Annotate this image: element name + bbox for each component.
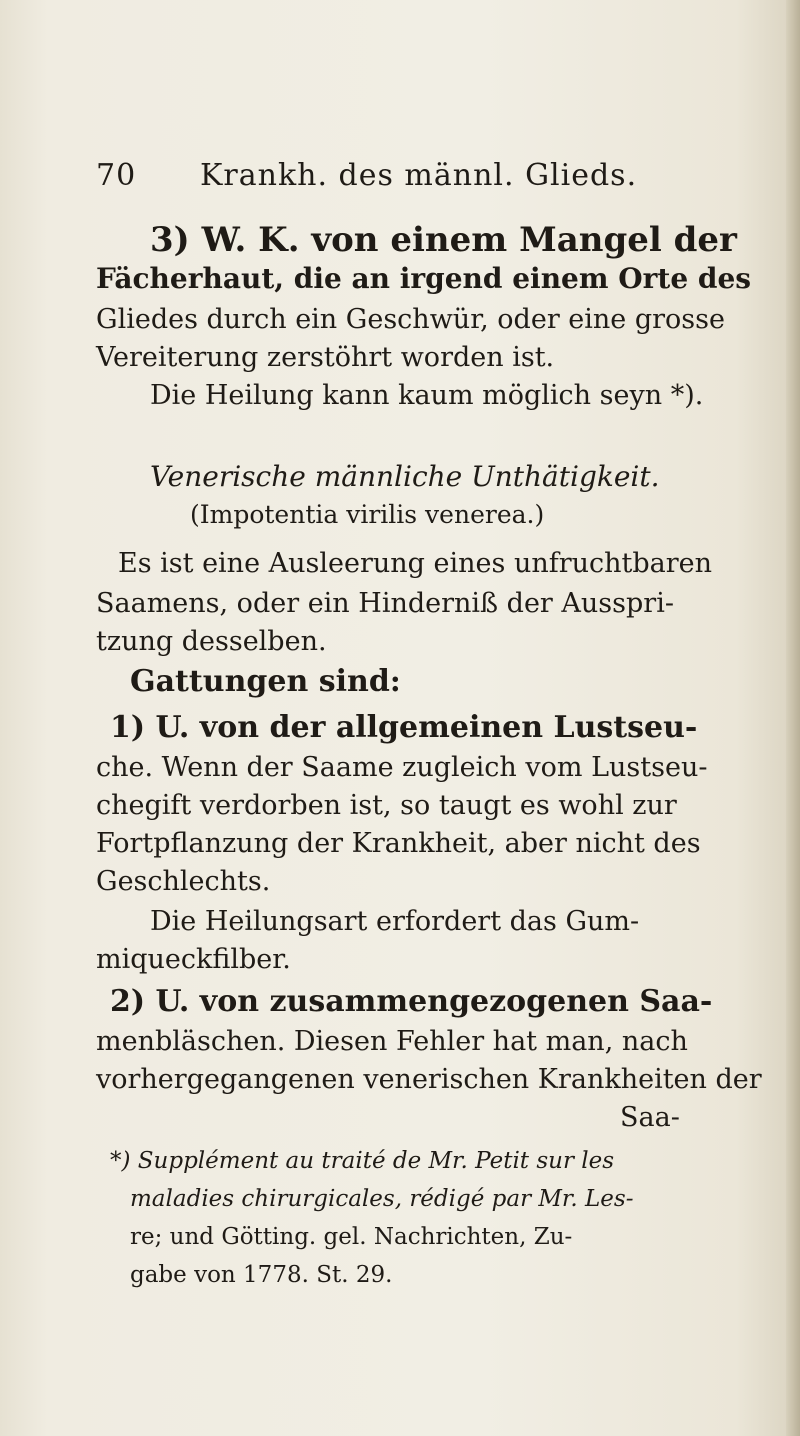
section-3-line: Fächerhaut, die an irgend einem Orte des [96,262,752,295]
item-2-line: vorhergegangenen venerischen Krankheiten der [96,1064,762,1095]
item-1-line: Geschlechts. [96,866,271,897]
footnote-line: gabe von 1778. St. 29. [130,1262,393,1288]
item-1-line: che. Wenn der Saame zugleich vom Lustseu- [96,752,708,783]
item-1-heading: 1) U. von der allgemeinen Lustseu- [110,710,698,745]
footnote-line: *) Supplément au traité de Mr. Petit sur les [110,1148,615,1174]
venereal-line: tzung desselben. [96,626,327,657]
item-1-line: miqueckfilber. [96,944,291,975]
item-1-line: Fortpflanzung der Krankheit, aber nicht des [96,828,701,859]
section-3-line: Die Heilung kann kaum möglich seyn *). [150,380,704,411]
section-3-line: Vereiterung zerstöhrt worden ist. [96,342,555,373]
footnote-line: maladies chirurgicales, rédigé par Mr. Les- [130,1186,634,1212]
section-3-line: Gliedes durch ein Geschwür, oder eine grosse [96,304,726,335]
item-1-line: chegift verdorben ist, so taugt es wohl zur [96,790,677,821]
kinds-heading: Gattungen sind: [130,664,401,699]
running-title: Krankh. des männl. Glieds. [200,158,638,193]
section-3-heading: 3) W. K. von einem Mangel der [150,220,737,260]
page-number: 70 [96,158,137,193]
item-2-heading: 2) U. von zusammengezogenen Saa- [110,984,713,1019]
item-2-line: menbläschen. Diesen Fehler hat man, nach [96,1026,688,1057]
catchword: Saa- [620,1102,680,1133]
venereal-line: Saamens, oder ein Hinderniß der Ausspri- [96,588,674,619]
page-edge [786,0,800,1436]
item-1-line: Die Heilungsart erfordert das Gum- [150,906,640,937]
latin-heading: (Impotentia virilis venerea.) [190,500,545,529]
footnote-line: re; und Götting. gel. Nachrichten, Zu- [130,1224,573,1250]
venereal-heading: Venerische männliche Unthätigkeit. [150,460,660,493]
venereal-line: Es ist eine Ausleerung eines unfruchtbaren [118,548,713,579]
